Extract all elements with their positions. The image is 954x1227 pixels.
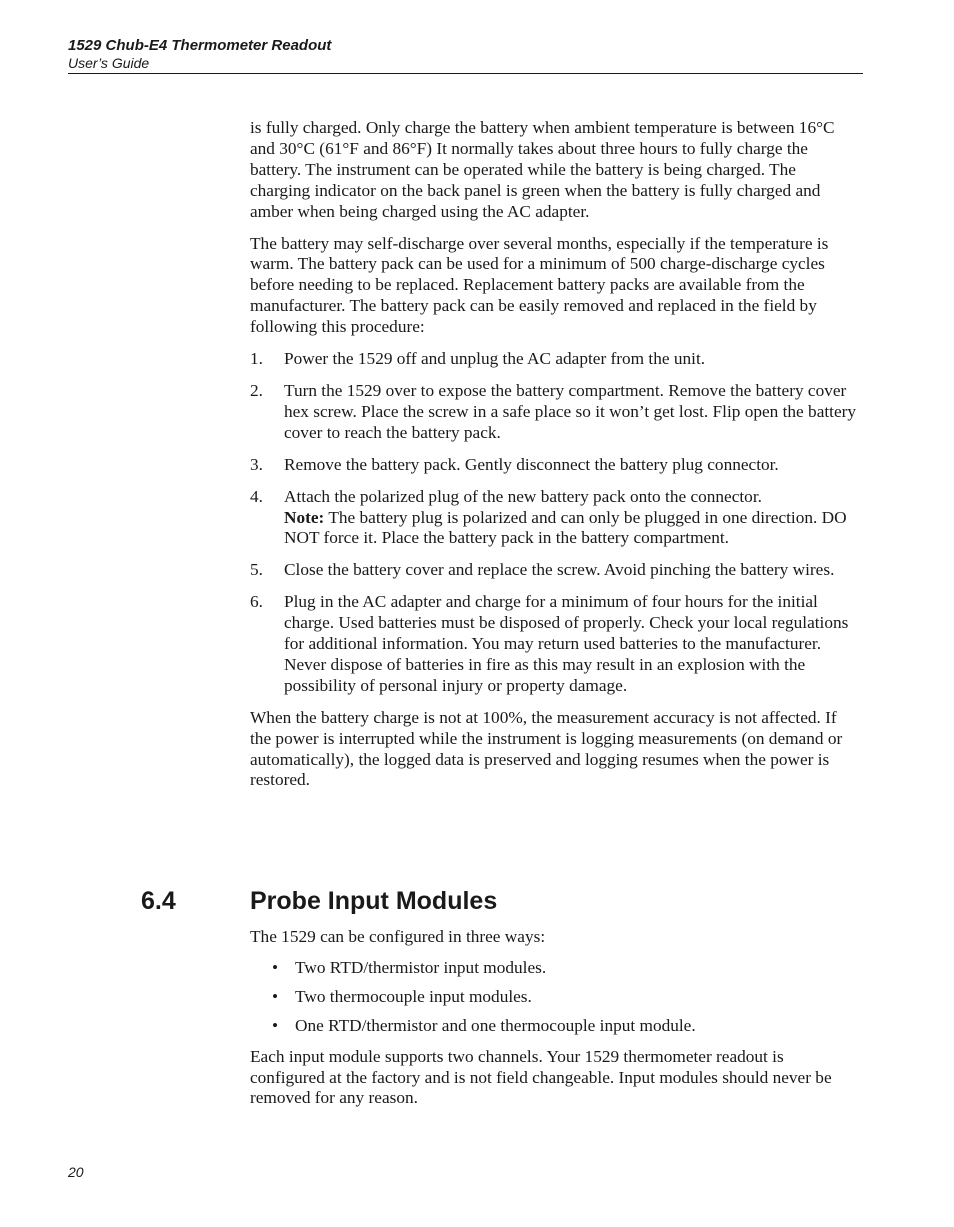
section-intro: The 1529 can be configured in three ways: — [250, 927, 546, 946]
list-item-text: One RTD/thermistor and one thermocouple input module. — [295, 1015, 696, 1035]
header-subtitle: User’s Guide — [68, 55, 150, 71]
step-text: Remove the battery pack. Gently disconnect the battery plug connector. — [284, 454, 779, 474]
step-item — [250, 349, 858, 370]
list-item-text: Two thermocouple input modules. — [295, 986, 532, 1006]
running-header — [68, 36, 863, 71]
step-number: 5. — [250, 560, 263, 580]
step-text: Plug in the AC adapter and charge for a minimum of four hours for the initial charge. Used batteries must be disposed of properly. Check your local regulations for additional information. You may return used batteries to the manufacturer. Never dispose of batteries in fire as this may result in an explosion with the possibility of personal injury or property damage. — [284, 592, 849, 695]
bullet-icon: • — [272, 957, 279, 977]
battery-replacement-steps — [250, 349, 858, 697]
bullet-icon: • — [272, 1015, 279, 1035]
step-item — [250, 560, 858, 581]
step-number: 3. — [250, 454, 263, 474]
step-number: 1. — [250, 349, 263, 369]
section-heading: Probe Input Modules — [250, 887, 498, 915]
header-rule — [68, 73, 863, 74]
step-item — [250, 592, 858, 697]
note-text: The battery plug is polarized and can only be plugged in one direction. DO NOT force it. Place the battery pack in the battery compartment. — [284, 507, 847, 548]
paragraph-self-discharge: The battery may self-discharge over several months, especially if the temperature is warm. The battery pack can be used for a minimum of 500 charge-discharge cycles before needing to be replaced. Replacement battery packs are available from the manufacturer. The battery pack can be easily removed and replaced in the field by following this procedure: — [250, 233, 829, 337]
step-number: 2. — [250, 380, 263, 400]
list-item — [250, 987, 858, 1008]
step-text: Close the battery cover and replace the screw. Avoid pinching the battery wires. — [284, 560, 835, 580]
section-outro: Each input module supports two channels. Your 1529 thermometer readout is configured at the factory and is not field changeable. Input modules should never be removed for any reason. — [250, 1046, 832, 1108]
step-text: Turn the 1529 over to expose the battery compartment. Remove the battery cover hex screw. Place the screw in a safe place so it won’t get lost. Flip open the battery cover to reach the battery pack. — [284, 380, 857, 442]
step-item — [250, 455, 858, 476]
step-number: 6. — [250, 592, 263, 612]
step-item — [250, 381, 858, 444]
page-number: 20 — [68, 1164, 84, 1180]
step-text: Attach the polarized plug of the new battery pack onto the connector. — [284, 486, 762, 506]
header-title: 1529 Chub-E4 Thermometer Readout — [68, 37, 332, 54]
bullet-icon: • — [272, 986, 279, 1006]
note-label: Note: — [284, 507, 325, 527]
list-item — [250, 1016, 858, 1037]
list-item-text: Two RTD/thermistor input modules. — [295, 957, 547, 977]
configuration-list — [250, 958, 858, 1037]
body-text — [250, 118, 858, 802]
list-item — [250, 958, 858, 979]
step-item — [250, 487, 858, 550]
paragraph-accuracy: When the battery charge is not at 100%, the measurement accuracy is not affected. If the power is interrupted while the instrument is logging measurements (on demand or automatically), the logged data is preserved and logging resumes when the power is restored. — [250, 707, 843, 790]
section-number: 6.4 — [141, 887, 176, 915]
step-number: 4. — [250, 486, 263, 506]
section-body — [250, 927, 858, 1119]
step-text: Power the 1529 off and unplug the AC adapter from the unit. — [284, 349, 706, 369]
paragraph-charging: is fully charged. Only charge the battery when ambient temperature is between 16°C and 30°C (61°F and 86°F) It normally takes about three hours to fully charge the battery. The instrument can be operated while the battery is being charged. The charging indicator on the back panel is green when the battery is fully charged and amber when being charged using the AC adapter. — [250, 118, 835, 221]
